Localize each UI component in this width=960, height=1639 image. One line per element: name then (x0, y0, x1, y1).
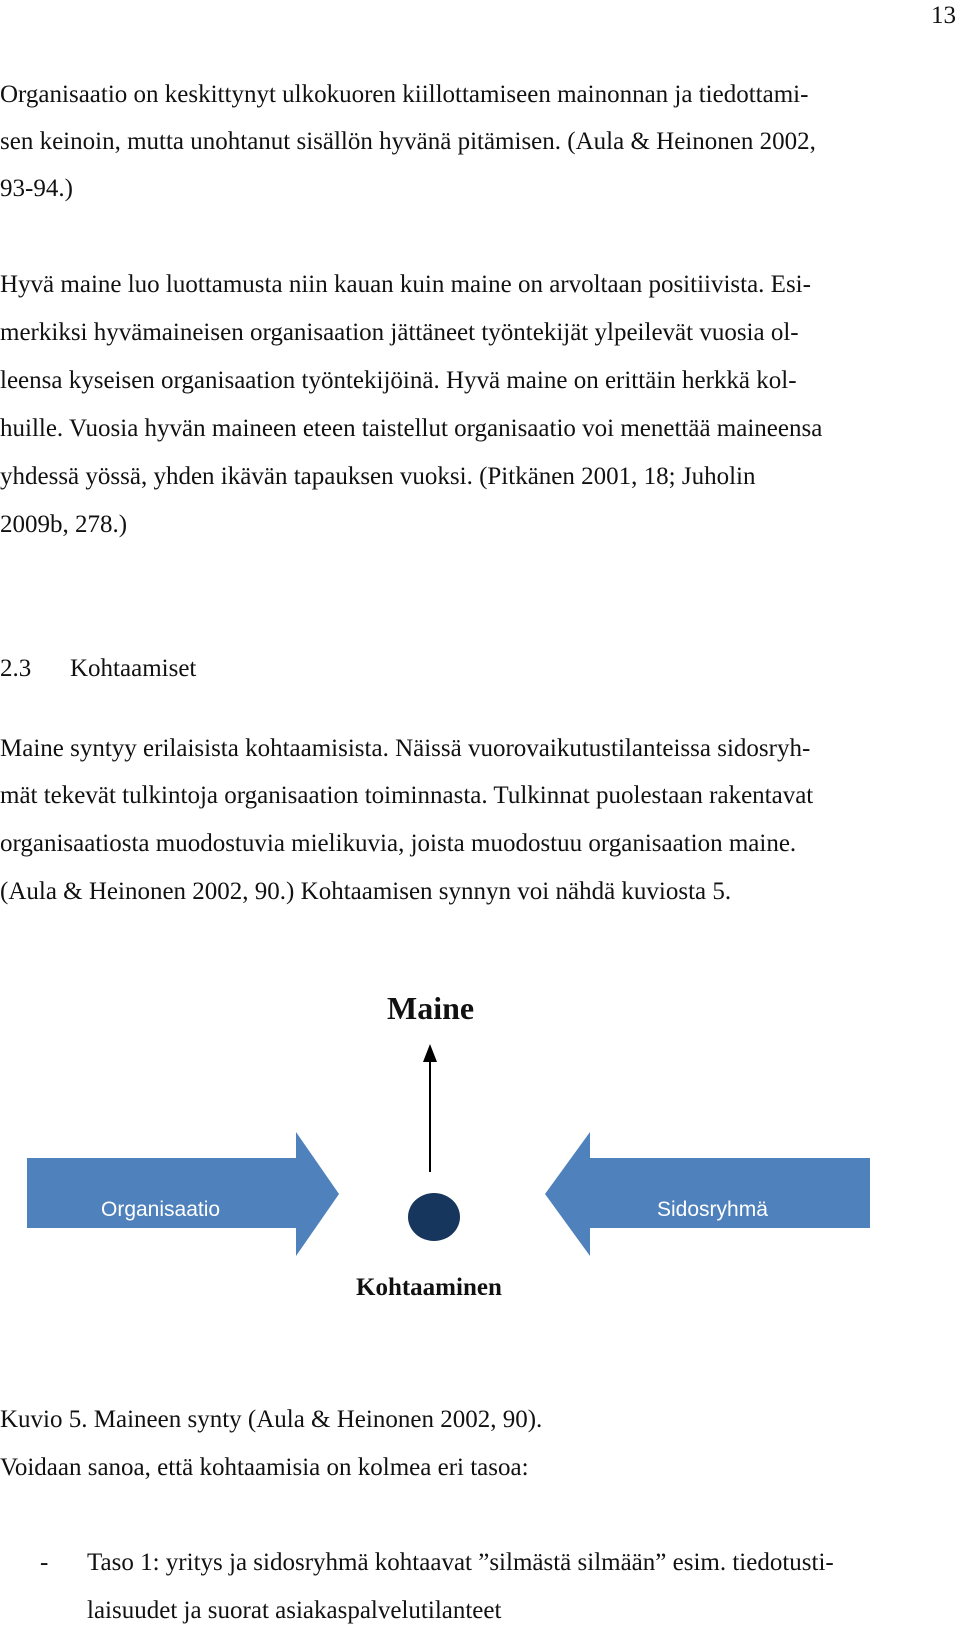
left-arrow-shape (27, 1132, 339, 1256)
right-arrow-shape (545, 1132, 870, 1256)
text-line: huille. Vuosia hyvän maineen eteen taistellut organisaatio voi menettää maineensa (0, 415, 823, 442)
text-line: organisaatiosta muodostuvia mielikuvia, joista muodostuu organisaation maine. (0, 830, 797, 857)
text-line: sen keinoin, mutta unohtanut sisällön hyvänä pitämisen. (Aula & Heinonen 2002, (0, 128, 816, 155)
figure-title: Maine (387, 990, 475, 1026)
right-arrow-label: Sidosryhmä (657, 1198, 768, 1221)
text-line: Maine syntyy erilaisista kohtaamisista. Näissä vuorovaikutustilanteissa sidosryh- (0, 735, 811, 762)
section-title: Kohtaamiset (70, 655, 197, 682)
text-line: merkiksi hyvämaineisen organisaation jättäneet työntekijät ylpeilevät vuosia ol- (0, 319, 799, 346)
bullet-line: Taso 1: yritys ja sidosryhmä kohtaavat ”silmästä silmään” esim. tiedotusti- (87, 1549, 834, 1576)
meeting-circle (408, 1193, 460, 1241)
text-line: (Aula & Heinonen 2002, 90.) Kohtaamisen synnyn voi nähdä kuviosta 5. (0, 878, 732, 905)
figure-maine (0, 990, 960, 1310)
left-arrow-label: Organisaatio (101, 1198, 221, 1221)
figure-graphic (0, 990, 960, 1310)
section-number: 2.3 (0, 655, 32, 682)
text-line: Hyvä maine luo luottamusta niin kauan kuin maine on arvoltaan positiivista. Esi- (0, 271, 811, 298)
intro-line: Voidaan sanoa, että kohtaamisia on kolmea eri tasoa: (0, 1454, 529, 1481)
text-line: leensa kyseisen organisaation työntekijöinä. Hyvä maine on erittäin herkkä kol- (0, 367, 797, 394)
text-line: mät tekevät tulkintoja organisaation toiminnasta. Tulkinnat puolestaan rakentavat (0, 782, 814, 809)
bullet-line: laisuudet ja suorat asiakaspalvelutilanteet (87, 1597, 502, 1624)
figure-caption: Kuvio 5. Maineen synty (Aula & Heinonen 2002, 90). (0, 1406, 543, 1433)
up-arrow-head (423, 1044, 437, 1062)
figure-bottom-label: Kohtaaminen (356, 1274, 502, 1301)
text-line: 93-94.) (0, 175, 73, 202)
bullet-dash: - (40, 1549, 49, 1576)
page-number: 13 (931, 2, 956, 29)
text-line: 2009b, 278.) (0, 511, 128, 538)
text-line: Organisaatio on keskittynyt ulkokuoren kiillottamiseen mainonnan ja tiedottami- (0, 81, 809, 108)
text-line: yhdessä yössä, yhden ikävän tapauksen vuoksi. (Pitkänen 2001, 18; Juholin (0, 463, 756, 490)
